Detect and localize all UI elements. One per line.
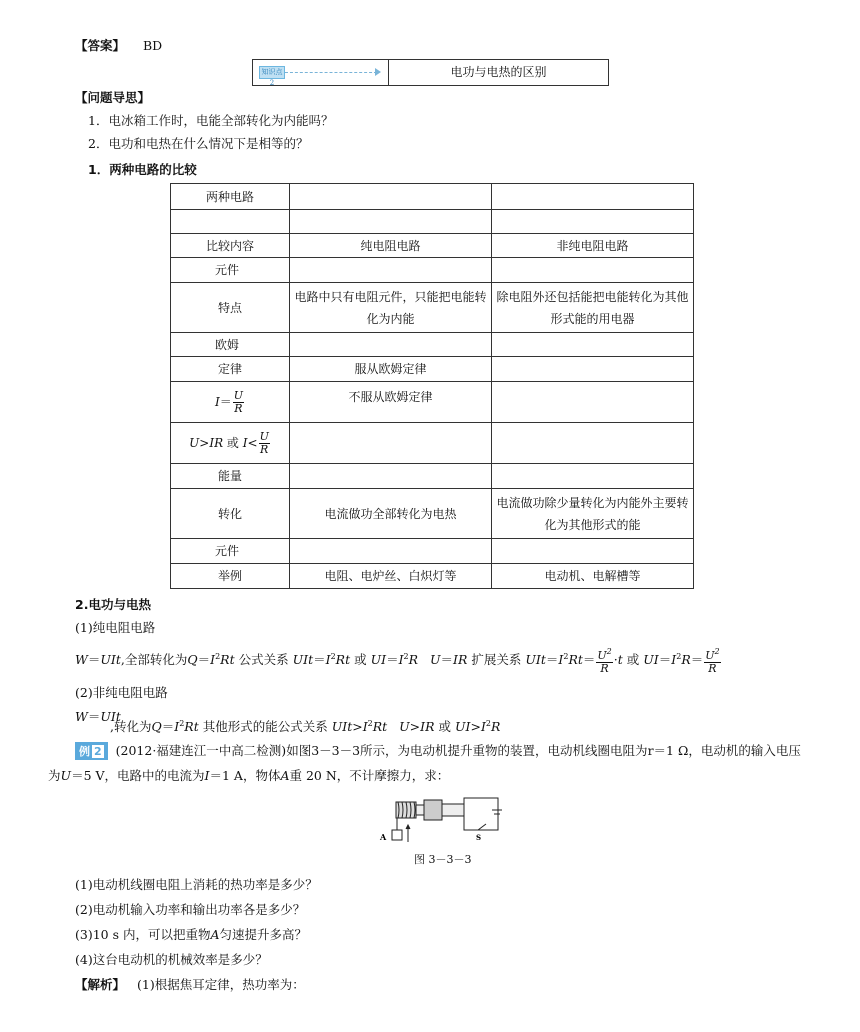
pure-circuit-title: (1)纯电阻电路 <box>75 620 156 635</box>
table-cell: 能量 <box>171 464 290 489</box>
figure-label-s: S <box>476 833 482 842</box>
table-row <box>171 283 694 333</box>
example-line-2: 为U＝5 V，电路中的电流为I＝1 A，物体A重 20 N，不计摩擦力，求： <box>48 768 450 783</box>
pure-text-b: 公式关系 <box>238 652 289 667</box>
table-cell: 电流做功除少量转化为内能外主要转化为其他形式的能 <box>492 489 694 539</box>
section-tag-area <box>253 60 389 85</box>
motor-lift-figure <box>378 790 508 846</box>
table-row <box>171 333 694 357</box>
table-row <box>171 382 694 423</box>
table-cell <box>492 258 694 283</box>
nonpure-formula-w: W＝UIt <box>75 709 121 724</box>
section-tag: 知识点2 <box>259 66 285 79</box>
table-formula-cell: U>IR 或 I< $\frac{U}{R}$ <box>171 423 290 464</box>
section-title: 电功与电热的区别 <box>450 65 547 79</box>
table-row <box>171 423 694 464</box>
analysis-text: (1)根据焦耳定律，热功率为： <box>137 977 305 992</box>
pure-text-e: 或 <box>626 652 640 667</box>
pure-text-c: 或 <box>354 652 367 667</box>
table-cell: 定律 <box>171 357 290 382</box>
table-cell: 特点 <box>171 283 290 333</box>
figure-label-a: A <box>380 832 387 842</box>
table-cell: 除电阻外还包括能把电能转化为其他形式能的用电器 <box>492 283 694 333</box>
nonpure-text-c: 或 <box>438 719 451 734</box>
table-cell: 转化 <box>171 489 290 539</box>
table-cell <box>290 333 492 357</box>
table-cell: 服从欧姆定律 <box>290 357 492 382</box>
answer-label: 【答案】 <box>75 38 126 53</box>
figure-caption: 图 3－3－3 <box>414 853 472 866</box>
table-row <box>171 234 694 258</box>
table-cell: 元件 <box>171 539 290 564</box>
table-cell <box>290 184 492 210</box>
table-cell <box>171 210 290 234</box>
table-cell: 举例 <box>171 564 290 589</box>
analysis-label: 【解析】 <box>75 977 126 992</box>
table-row <box>171 184 694 210</box>
example-line-1 <box>75 741 801 760</box>
table-cell: 电路中只有电阻元件，只能把电能转化为内能 <box>290 283 492 333</box>
tag-dashed-line <box>285 72 377 73</box>
nonpure-text-a: ,转化为 <box>110 719 152 734</box>
table-cell <box>290 539 492 564</box>
example-question-4: (4)这台电动机的机械效率是多少？ <box>75 952 268 967</box>
table-cell <box>492 539 694 564</box>
table-cell <box>290 464 492 489</box>
table-header-cell: 非纯电阻电路 <box>492 234 694 258</box>
table-row <box>171 464 694 489</box>
comparison-table <box>170 183 694 589</box>
example-badge: 例 2 <box>75 742 108 760</box>
table-cell <box>492 333 694 357</box>
table-cell: 元件 <box>171 258 290 283</box>
answer-line <box>75 36 162 54</box>
table-cell: 电流做功全部转化为电热 <box>290 489 492 539</box>
nonpure-text-b: 其他形式的能公式关系 <box>202 719 328 734</box>
table-cell: 两种电路 <box>171 184 290 210</box>
table-cell <box>290 210 492 234</box>
arrow-icon <box>375 68 381 76</box>
table-cell <box>290 423 492 464</box>
example-question-3: (3)10 s 内，可以把重物A匀速提升多高？ <box>75 927 308 942</box>
pure-text-d: 扩展关系 <box>471 652 522 667</box>
table-row <box>171 210 694 234</box>
table-cell <box>492 423 694 464</box>
table-cell <box>492 184 694 210</box>
table-cell: 欧姆 <box>171 333 290 357</box>
table-cell: 电动机、电解槽等 <box>492 564 694 589</box>
table-cell <box>290 258 492 283</box>
table-cell: 电阻、电炉丝、白炽灯等 <box>290 564 492 589</box>
nonpure-circuit-title: (2)非纯电阻电路 <box>75 685 168 700</box>
example-source: (2012·福建连江一中高二检测) <box>115 743 287 758</box>
example-question-1: (1)电动机线圈电阻上消耗的热功率是多少？ <box>75 877 318 892</box>
heading-comparison: 1．两种电路的比较 <box>88 162 197 177</box>
table-row <box>171 258 694 283</box>
table-row <box>171 357 694 382</box>
example-text-1b: r＝1 Ω，电动机的输入电压 <box>647 743 801 758</box>
pure-text-a: ,全部转化为 <box>120 652 188 667</box>
example-text-1: 如图3－3－3所示，为电动机提升重物的装置，电动机线圈电阻为 <box>286 743 648 758</box>
guide-question-1: 1．电冰箱工作时，电能全部转化为内能吗？ <box>88 113 334 128</box>
table-row <box>171 489 694 539</box>
table-cell <box>492 210 694 234</box>
table-header-cell: 比较内容 <box>171 234 290 258</box>
guide-question-2: 2．电功和电热在什么情况下是相等的？ <box>88 136 309 151</box>
pure-formula-line: W＝UIt,全部转化为$Q=I^2Rt$ 公式关系 $UIt=I^2Rt$ 或 $UI=I^2R$ U＝IR 扩展关系 $UIt=I^2Rt=$ $\frac{U^2}{R}$ ·t 或 $UI=I^2R=$ $\frac{U^2}{R}$ <box>75 647 720 675</box>
example-question-2: (2)电动机输入功率和输出功率各是多少？ <box>75 902 306 917</box>
section-header-box <box>252 59 609 86</box>
table-cell <box>492 464 694 489</box>
table-row <box>171 539 694 564</box>
guide-label: 【问题导思】 <box>75 90 151 105</box>
table-formula-cell: I＝ $\frac{U}{R}$ <box>171 382 290 423</box>
table-header-cell: 纯电阻电路 <box>290 234 492 258</box>
table-cell <box>492 382 694 423</box>
nonpure-formula-line: ,转化为$Q=I^2Rt$ 其他形式的能公式关系 $UIt>I^2Rt$ U>IR 或 $UI>I^2R$ <box>110 719 501 734</box>
table-cell: 不服从欧姆定律 <box>290 382 492 423</box>
answer-value: BD <box>143 38 163 53</box>
table-cell <box>492 357 694 382</box>
table-row <box>171 564 694 589</box>
heading-work-heat: 2.电功与电热 <box>75 597 151 612</box>
analysis-line <box>75 975 305 993</box>
